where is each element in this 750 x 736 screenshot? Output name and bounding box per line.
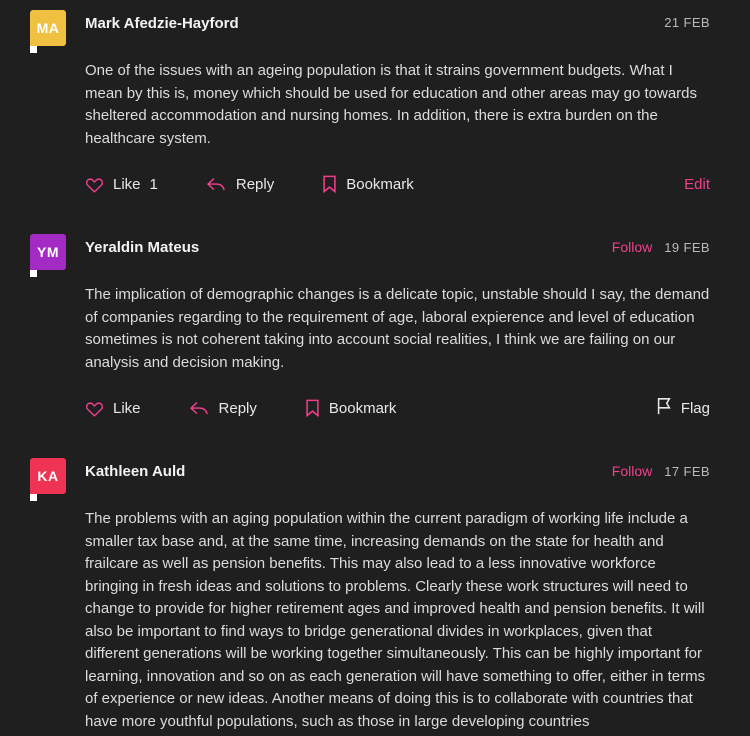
edit-label: Edit — [684, 175, 710, 193]
comment-header — [30, 234, 710, 270]
flag-button[interactable] — [656, 397, 710, 419]
reply-button[interactable] — [189, 400, 257, 417]
like-button[interactable] — [85, 400, 141, 417]
comment-item — [30, 10, 710, 196]
comment-actions — [85, 172, 710, 196]
comment-date: 21 FEB — [664, 15, 710, 30]
follow-button[interactable]: Follow — [611, 239, 653, 255]
follow-button[interactable]: Follow — [611, 463, 653, 479]
comment-text: The problems with an aging population within the current paradigm of working life include a smaller tax base and, at the same time, increasing demands on the state for health and frailcare as well as pension benefits. This may also lead to a less innovative workforce bringing in fresh ideas and solutions to problems. Clearly these work structures will need to change to provide for higher retirement ages and improved health and pension benefits. It will also be important to find ways to bridge generational divides in workplaces, given that different generations will be working together simultaneously. This can be highly important for learning, innovation and so on as each generation will have something to offer, either in terms of experience or new ideas. Another means of doing this is to collaborate with countries that have more youthful populations, such as those in large developing countries — [85, 510, 706, 730]
avatar-initials: KA — [37, 468, 59, 484]
comment-date: 17 FEB — [664, 464, 710, 479]
reply-arrow-icon — [189, 400, 210, 417]
reply-arrow-icon — [206, 176, 227, 193]
comment-meta — [612, 463, 710, 479]
comment-author: Yeraldin Mateus — [85, 239, 200, 256]
comment-author: Mark Afedzie-Hayford — [85, 15, 239, 32]
reply-label: Reply — [218, 399, 257, 417]
avatar — [30, 458, 66, 494]
like-label: Like — [113, 175, 141, 193]
heart-icon — [85, 400, 104, 417]
avatar-initials: YM — [37, 244, 59, 260]
bookmark-button[interactable] — [305, 399, 397, 417]
bookmark-label: Bookmark — [328, 399, 397, 417]
comment-meta — [612, 239, 710, 255]
comment-text: The implication of demographic changes is a delicate topic, unstable should I say, the demand of companies regarding to the requirement of age, laboral expierence and level of education sometimes is not coherent taking into account social realities, I think we are failing on our analysis and decision making. — [85, 286, 710, 371]
like-button[interactable] — [85, 176, 158, 193]
reply-button[interactable] — [206, 176, 274, 193]
bookmark-label: Bookmark — [346, 175, 414, 193]
flag-icon — [656, 397, 672, 419]
reply-label: Reply — [235, 175, 275, 193]
comment-date: 19 FEB — [664, 240, 710, 255]
avatar — [30, 10, 66, 46]
comment-actions — [85, 396, 710, 420]
comment-meta — [664, 15, 710, 30]
like-count: 1 — [149, 175, 158, 193]
comment-item — [30, 458, 710, 733]
avatar — [30, 234, 66, 270]
bookmark-icon — [322, 175, 337, 193]
heart-icon — [85, 176, 104, 193]
like-label: Like — [113, 399, 141, 417]
comment-header — [30, 458, 710, 494]
flag-label: Flag — [680, 399, 710, 417]
comment-item — [30, 234, 710, 420]
bookmark-button[interactable] — [322, 175, 414, 193]
comment-text: One of the issues with an ageing population is that it strains government budgets. What I mean by this is, money which should be used for education and other areas may go towards sheltered accommodation and nursing homes. In addition, there is extra burden on the healthcare system. — [85, 62, 698, 147]
comment-author: Kathleen Auld — [85, 463, 186, 480]
edit-button[interactable] — [684, 176, 710, 193]
bookmark-icon — [305, 399, 320, 417]
avatar-initials: MA — [36, 20, 60, 36]
comment-header — [30, 10, 710, 46]
